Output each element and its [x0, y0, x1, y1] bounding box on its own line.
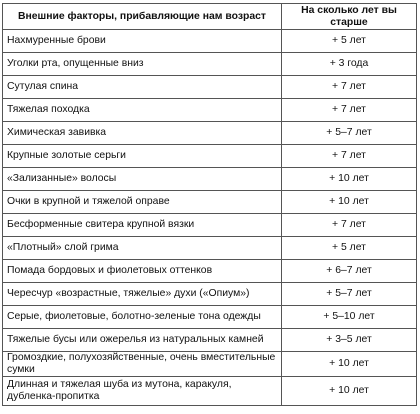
table-body [3, 30, 417, 406]
table-row [3, 214, 417, 237]
factor-cell: Химическая завивка [3, 122, 282, 145]
table-row [3, 237, 417, 260]
years-cell: + 7 лет [282, 214, 417, 237]
factor-cell: Тяжелые бусы или ожерелья из натуральных камней [3, 329, 282, 352]
table-row [3, 283, 417, 306]
years-cell: + 7 лет [282, 99, 417, 122]
table-row [3, 377, 417, 406]
table-row [3, 191, 417, 214]
age-factors-table-container [2, 3, 416, 406]
table-row [3, 168, 417, 191]
years-cell: + 10 лет [282, 377, 417, 406]
factor-cell: Очки в крупной и тяжелой оправе [3, 191, 282, 214]
table-row [3, 306, 417, 329]
years-cell: + 10 лет [282, 191, 417, 214]
years-cell: + 3–5 лет [282, 329, 417, 352]
factor-cell: Бесформенные свитера крупной вязки [3, 214, 282, 237]
years-cell: + 3 года [282, 53, 417, 76]
table-row [3, 99, 417, 122]
table-row [3, 352, 417, 377]
table-row [3, 122, 417, 145]
factor-cell: Нахмуренные брови [3, 30, 282, 53]
age-factors-table [2, 3, 417, 406]
factor-cell: Тяжелая походка [3, 99, 282, 122]
years-cell: + 5–7 лет [282, 122, 417, 145]
table-row [3, 30, 417, 53]
factor-cell: Уголки рта, опущенные вниз [3, 53, 282, 76]
table-row [3, 260, 417, 283]
factor-cell: Громоздкие, полухозяйственные, очень вместительные сумки [3, 352, 282, 377]
years-cell: + 10 лет [282, 352, 417, 377]
factor-cell: «Зализанные» волосы [3, 168, 282, 191]
factor-cell: Сутулая спина [3, 76, 282, 99]
table-row [3, 76, 417, 99]
table-row [3, 329, 417, 352]
years-cell: + 5 лет [282, 30, 417, 53]
header-years: На сколько лет вы старше [282, 4, 417, 30]
factor-cell: Чересчур «возрастные, тяжелые» духи («Опиум») [3, 283, 282, 306]
factor-cell: Длинная и тяжелая шуба из мутона, каракуля, дубленка-пропитка [3, 377, 282, 406]
years-cell: + 10 лет [282, 168, 417, 191]
table-row [3, 53, 417, 76]
table-header [3, 4, 417, 30]
years-cell: + 5–7 лет [282, 283, 417, 306]
factor-cell: «Плотный» слой грима [3, 237, 282, 260]
factor-cell: Помада бордовых и фиолетовых оттенков [3, 260, 282, 283]
factor-cell: Серые, фиолетовые, болотно-зеленые тона одежды [3, 306, 282, 329]
years-cell: + 7 лет [282, 145, 417, 168]
years-cell: + 5 лет [282, 237, 417, 260]
years-cell: + 6–7 лет [282, 260, 417, 283]
header-row [3, 4, 417, 30]
factor-cell: Крупные золотые серьги [3, 145, 282, 168]
years-cell: + 7 лет [282, 76, 417, 99]
header-factors: Внешние факторы, прибавляющие нам возраст [3, 4, 282, 30]
years-cell: + 5–10 лет [282, 306, 417, 329]
table-row [3, 145, 417, 168]
